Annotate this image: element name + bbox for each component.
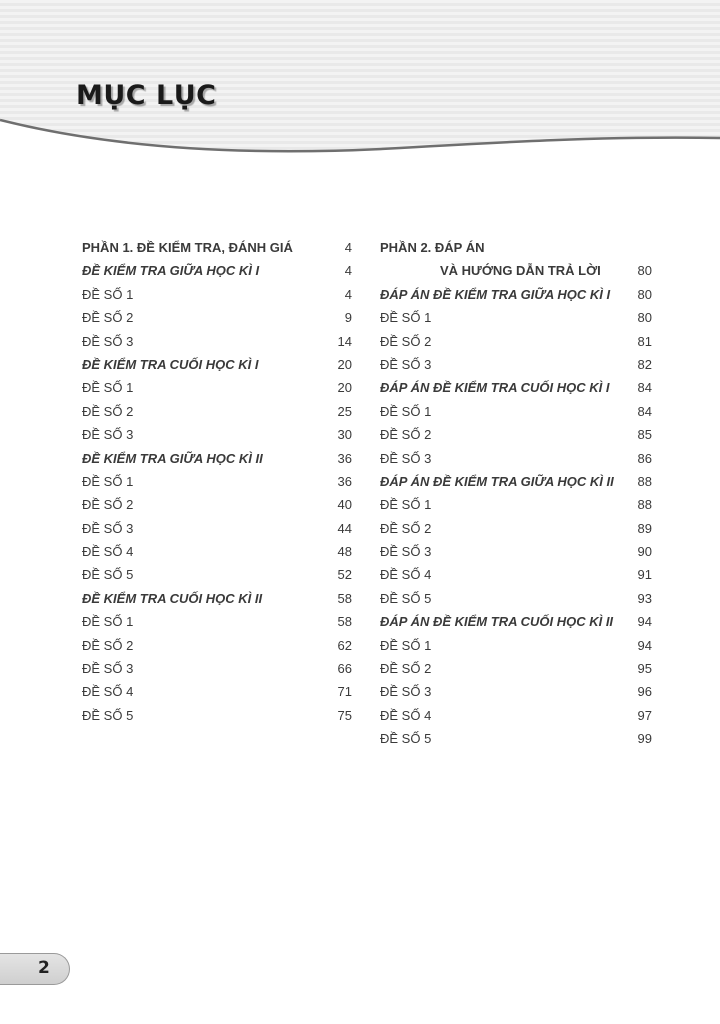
toc-entry-label: ĐỀ SỐ 3 <box>380 684 432 700</box>
toc-page-number: 48 <box>337 544 352 560</box>
toc-page-number: 84 <box>637 403 652 419</box>
page-title: MỤC LỤC <box>76 80 217 111</box>
toc-page-number: 99 <box>637 731 652 747</box>
toc-page-number: 20 <box>337 356 352 372</box>
toc-section-heading[interactable] <box>82 263 352 286</box>
toc-entry[interactable] <box>380 521 652 544</box>
page-number: 2 <box>38 958 50 978</box>
toc-entry[interactable] <box>82 638 352 661</box>
toc-page-number: 4 <box>344 263 352 279</box>
toc-page-number: 4 <box>344 240 352 255</box>
toc-entry-label: ĐỀ SỐ 3 <box>380 544 432 560</box>
toc-page-number: 9 <box>344 310 352 326</box>
toc-page-number: 90 <box>637 544 652 560</box>
toc-entry-label: ĐỀ SỐ 3 <box>380 450 432 466</box>
toc-page-number: 97 <box>637 707 652 723</box>
toc-entry[interactable] <box>82 404 352 427</box>
toc-page-number: 94 <box>637 614 652 630</box>
toc-entry-label: ĐỀ SỐ 5 <box>82 567 134 583</box>
toc-page-number: 93 <box>637 590 652 606</box>
toc-part-label-line1: PHẦN 2. ĐÁP ÁN <box>380 240 485 255</box>
toc-entry-label: ĐỀ SỐ 3 <box>82 427 134 443</box>
toc-entry-label: ĐỀ SỐ 4 <box>82 544 134 560</box>
toc-page-number: 85 <box>637 427 652 443</box>
toc-entry-label: ĐỀ SỐ 1 <box>380 403 432 419</box>
toc-page-number: 80 <box>637 310 652 326</box>
toc-entry[interactable] <box>380 731 652 754</box>
toc-page-number: 75 <box>337 707 352 723</box>
toc-page-number: 25 <box>337 403 352 419</box>
toc-page-number: 62 <box>337 637 352 653</box>
toc-entry-label: ĐỀ SỐ 2 <box>82 497 134 513</box>
toc-entry-label: ĐỀ SỐ 2 <box>82 637 134 653</box>
toc-page-number: 91 <box>637 567 652 583</box>
toc-section-heading[interactable] <box>380 614 652 637</box>
toc-section-heading[interactable] <box>82 357 352 380</box>
toc-page-number: 44 <box>337 520 352 536</box>
toc-page-number: 36 <box>337 473 352 489</box>
toc-entry-label: ĐỀ SỐ 1 <box>380 310 432 326</box>
toc-page-number: 36 <box>337 450 352 466</box>
toc-entry[interactable] <box>380 567 652 590</box>
toc-entry-label: ĐỀ SỐ 3 <box>380 356 432 372</box>
toc-page-number: 88 <box>637 497 652 513</box>
toc-entry-label: ĐỀ SỐ 2 <box>380 661 432 677</box>
toc-entry-label: ĐỀ SỐ 2 <box>82 310 134 326</box>
toc-entry[interactable] <box>82 661 352 684</box>
toc-page-number: 88 <box>637 473 652 489</box>
toc-part-label-line2: VÀ HƯỚNG DẪN TRẢ LỜI <box>440 263 601 279</box>
toc-page-number: 14 <box>337 333 352 349</box>
toc-entry[interactable] <box>380 661 652 684</box>
toc-page-number: 86 <box>637 450 652 466</box>
toc-entry-label: ĐỀ KIỂM TRA CUỐI HỌC KÌ II <box>82 590 263 606</box>
toc-entry-label: ĐÁP ÁN ĐỀ KIỂM TRA CUỐI HỌC KÌ I <box>380 380 610 396</box>
toc-page-number: 80 <box>637 263 652 279</box>
toc-page-number: 94 <box>637 637 652 653</box>
toc-entry-label: ĐỀ SỐ 1 <box>380 497 432 513</box>
toc-entry-label: ĐỀ SỐ 4 <box>380 707 432 723</box>
toc-page-number: 40 <box>337 497 352 513</box>
toc-entry-label: ĐỀ SỐ 1 <box>82 614 134 630</box>
toc-part-entry[interactable] <box>82 240 352 263</box>
toc-page-number: 96 <box>637 684 652 700</box>
toc-entry[interactable] <box>82 427 352 450</box>
toc-section-heading[interactable] <box>82 591 352 614</box>
toc-page-number: 52 <box>337 567 352 583</box>
toc-page-number: 71 <box>337 684 352 700</box>
toc-entry[interactable] <box>82 334 352 357</box>
toc-entry-label: ĐỀ SỐ 1 <box>82 473 134 489</box>
toc-entry-label: ĐỀ SỐ 4 <box>380 567 432 583</box>
toc-page-number: 81 <box>637 333 652 349</box>
toc-entry-label: ĐÁP ÁN ĐỀ KIỂM TRA GIỮA HỌC KÌ II <box>380 473 614 489</box>
toc-entry-label: ĐỀ SỐ 1 <box>380 637 432 653</box>
toc-entry-label: ĐỀ SỐ 3 <box>82 520 134 536</box>
toc-entry-label: ĐỀ SỐ 1 <box>82 286 134 302</box>
page-number-tab <box>0 953 70 985</box>
toc-entry-label: ĐỀ SỐ 1 <box>82 380 134 396</box>
toc-entry-label: ĐÁP ÁN ĐỀ KIỂM TRA CUỐI HỌC KÌ II <box>380 614 614 630</box>
toc-page-number: 80 <box>637 286 652 302</box>
toc-section-heading[interactable] <box>380 380 652 403</box>
toc-entry[interactable] <box>380 591 652 614</box>
toc-page-number: 84 <box>637 380 652 396</box>
toc-page-number: 4 <box>344 286 352 302</box>
toc-entry[interactable] <box>82 521 352 544</box>
toc-left-column <box>82 240 352 731</box>
toc-entry[interactable] <box>82 287 352 310</box>
toc-entry[interactable] <box>380 404 652 427</box>
toc-page-number: 66 <box>337 661 352 677</box>
toc-entry-label: PHẦN 1. ĐỀ KIỂM TRA, ĐÁNH GIÁ <box>82 240 293 255</box>
toc-entry[interactable] <box>380 684 652 707</box>
toc-entry[interactable] <box>82 310 352 333</box>
toc-part-entry[interactable] <box>380 240 652 287</box>
toc-entry-label: ĐỀ SỐ 5 <box>82 707 134 723</box>
toc-entry-label: ĐỀ SỐ 2 <box>380 333 432 349</box>
toc-entry-label: ĐỀ KIỂM TRA GIỮA HỌC KÌ II <box>82 450 263 466</box>
toc-entry[interactable] <box>82 380 352 403</box>
toc-entry-label: ĐỀ SỐ 2 <box>380 520 432 536</box>
toc-entry[interactable] <box>380 427 652 450</box>
toc-entry[interactable] <box>82 708 352 731</box>
toc-entry[interactable] <box>82 544 352 567</box>
toc-entry[interactable] <box>380 310 652 333</box>
toc-page-number: 82 <box>637 356 652 372</box>
toc-entry[interactable] <box>380 708 652 731</box>
toc-entry-label: ĐỀ SỐ 5 <box>380 590 432 606</box>
toc-entry[interactable] <box>82 614 352 637</box>
toc-entry[interactable] <box>82 684 352 707</box>
toc-entry[interactable] <box>380 544 652 567</box>
toc-entry[interactable] <box>380 638 652 661</box>
toc-page-number: 58 <box>337 614 352 630</box>
toc-entry-label: ĐỀ KIỂM TRA GIỮA HỌC KÌ I <box>82 263 260 279</box>
toc-entry[interactable] <box>380 451 652 474</box>
toc-entry-label: ĐỀ SỐ 3 <box>82 661 134 677</box>
toc-right-column <box>380 240 652 755</box>
toc-page-number: 58 <box>337 590 352 606</box>
toc-entry-label: ĐỀ SỐ 5 <box>380 731 432 747</box>
toc-entry-label: ĐỀ KIỂM TRA CUỐI HỌC KÌ I <box>82 356 259 372</box>
toc-entry-label: ĐÁP ÁN ĐỀ KIỂM TRA GIỮA HỌC KÌ I <box>380 286 611 302</box>
toc-entry-label: ĐỀ SỐ 2 <box>82 403 134 419</box>
toc-page-number: 30 <box>337 427 352 443</box>
toc-entry-label: ĐỀ SỐ 3 <box>82 333 134 349</box>
toc-section-heading[interactable] <box>380 474 652 497</box>
toc-entry[interactable] <box>82 474 352 497</box>
toc-page-number: 20 <box>337 380 352 396</box>
toc-entry[interactable] <box>82 497 352 520</box>
toc-entry[interactable] <box>380 357 652 380</box>
toc-page-number: 95 <box>637 661 652 677</box>
toc-entry-label: ĐỀ SỐ 4 <box>82 684 134 700</box>
toc-entry-label: ĐỀ SỐ 2 <box>380 427 432 443</box>
toc-entry[interactable] <box>380 497 652 520</box>
toc-section-heading[interactable] <box>82 451 352 474</box>
toc-section-heading[interactable] <box>380 287 652 310</box>
toc-entry[interactable] <box>82 567 352 590</box>
toc-page-number: 89 <box>637 520 652 536</box>
toc-entry[interactable] <box>380 334 652 357</box>
